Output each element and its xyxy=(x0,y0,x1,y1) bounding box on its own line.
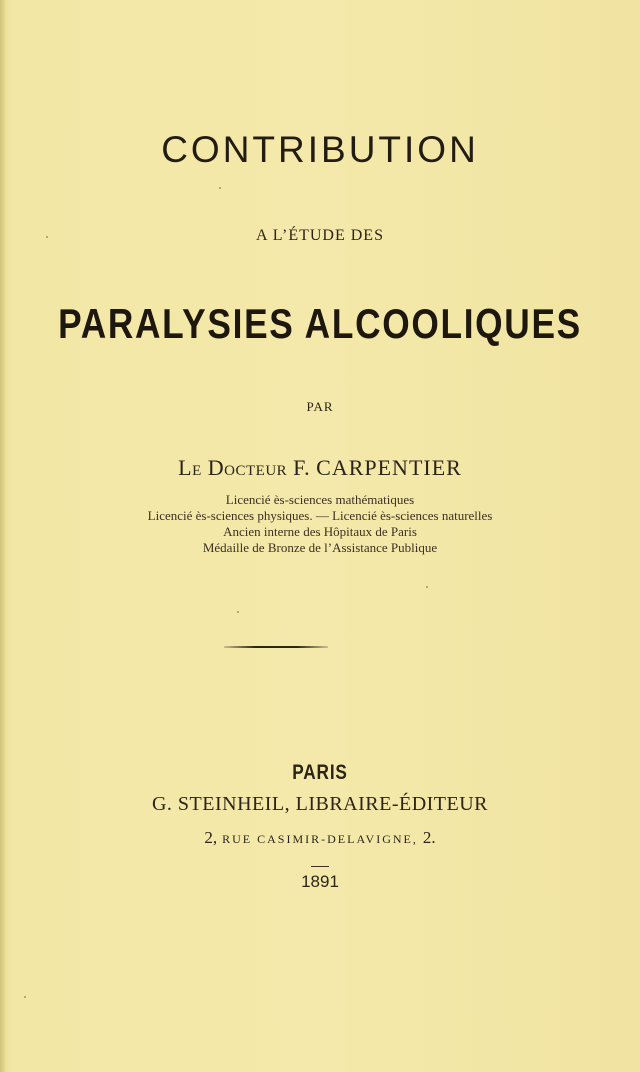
address-number-2: 2. xyxy=(422,828,436,847)
address-number-1: 2, xyxy=(204,828,218,847)
short-rule xyxy=(311,866,329,867)
address xyxy=(0,829,640,848)
title-line: CONTRIBUTION xyxy=(161,129,479,170)
author-prefix: Le Docteur F. xyxy=(178,455,311,480)
paper-speck xyxy=(219,187,221,189)
credential-line: Médaille de Bronze de l’Assistance Publique xyxy=(202,540,438,555)
par-label: PAR xyxy=(306,399,334,414)
main-title: PARALYSIES ALCOOLIQUES xyxy=(58,300,582,347)
author-line xyxy=(0,454,640,482)
address-street: RUE CASIMIR-DELAVIGNE, xyxy=(222,832,418,846)
year: 1891 xyxy=(301,872,339,891)
ornamental-rule xyxy=(224,646,328,648)
city: PARIS xyxy=(292,761,348,784)
paper-speck xyxy=(426,586,428,588)
credential-line: Licencié ès-sciences physiques. — Licencié ès-sciences naturelles xyxy=(147,508,493,523)
paper-speck xyxy=(24,996,26,998)
paper-speck xyxy=(46,236,48,238)
paper-speck xyxy=(237,611,239,613)
credential-line: Ancien interne des Hôpitaux de Paris xyxy=(223,524,417,539)
author-surname: CARPENTIER xyxy=(316,455,462,480)
publisher: G. STEINHEIL, LIBRAIRE-ÉDITEUR xyxy=(151,793,489,815)
subtitle: A L’ÉTUDE DES xyxy=(256,227,384,244)
credential-line: Licencié ès-sciences mathématiques xyxy=(225,492,415,507)
